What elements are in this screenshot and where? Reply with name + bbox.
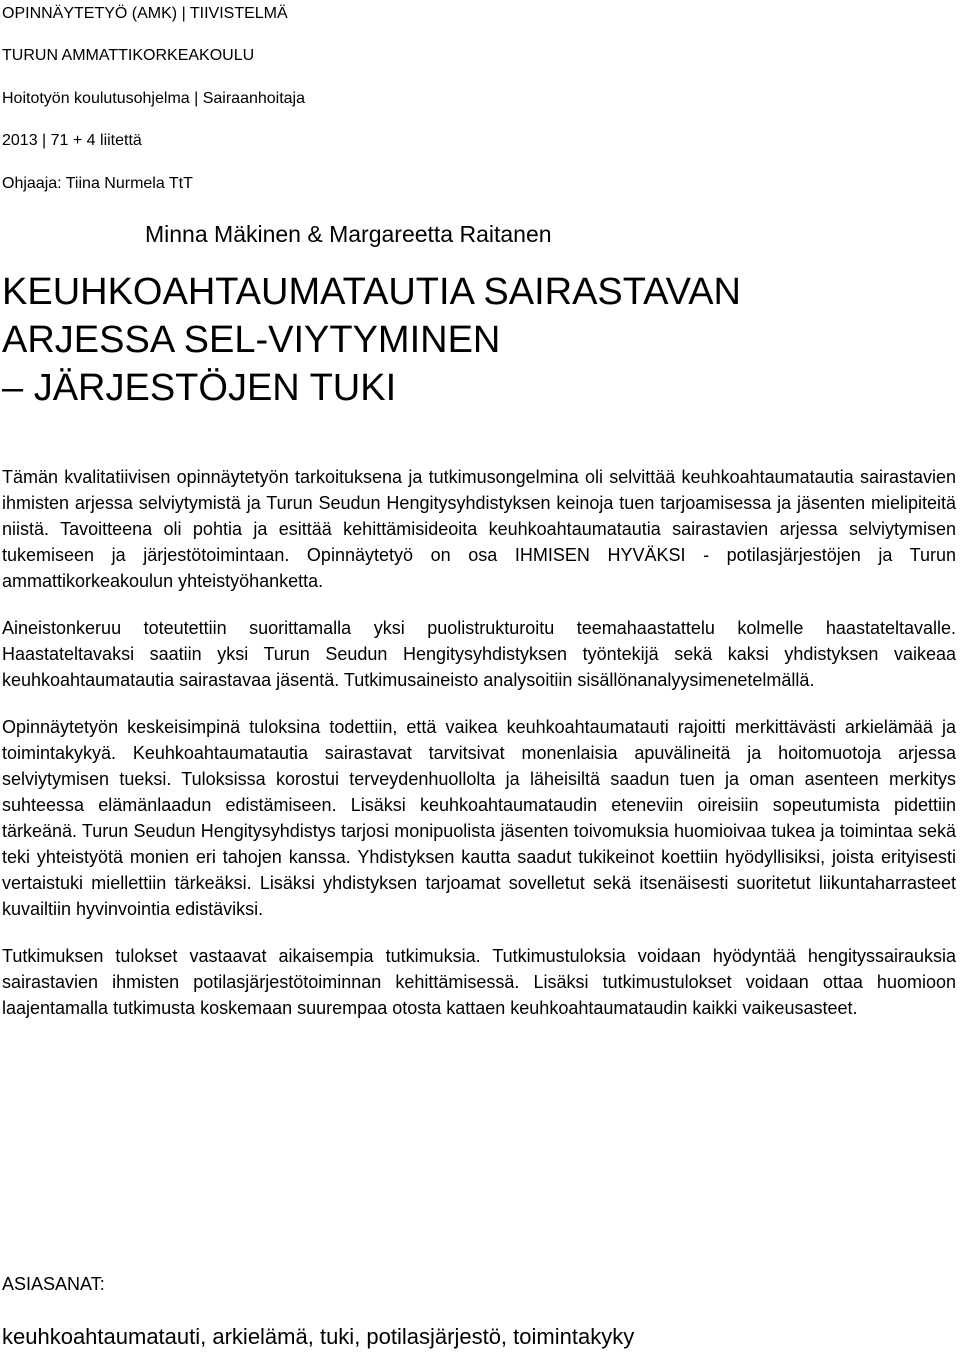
document-type: OPINNÄYTETYÖ (AMK) | TIIVISTELMÄ	[2, 5, 288, 22]
abstract-paragraph-2: Aineistonkeruu toteutettiin suorittamalla yksi puolistrukturoitu teemahaastattelu kolmelle haastateltavalle. Haastateltavaksi saatiin yksi Turun Seudun Hengitysyhdistyksen työntekijä sekä kaksi yhdistyksen vaikeaa keuhkoahtaumatautia sairastavaa jäsentä. Tutkimusaineisto analysoitiin sisällönanalyysimenetelmällä.	[2, 618, 956, 690]
abstract-paragraph-3: Opinnäytetyön keskeisimpinä tuloksina todettiin, että vaikea keuhkoahtaumatauti rajoitti merkittävästi arkielämää ja toimintakykyä. Keuhkoahtaumatautia sairastavat tarvitsivat monenlaisia apuvälineitä ja hoitomuotoja arjessa selviytymisen tueksi. Tuloksissa korostui terveydenhuollolta ja läheisiltä saadun tuen ja oman asenteen merkitys suhteessa elämänlaadun edistämiseen. Lisäksi keuhkoahtaumataudin eteneviin oireisiin sopeutumista pidettiin tärkeänä. Turun Seudun Hengitysyhdistys tarjosi monipuolista jäsenten toivomuksia huomioivaa tukea ja toimintaa sekä teki yhteistyötä monien eri tahojen kanssa. Yhdistyksen kautta saadut tukikeinot koettiin hyödyllisiksi, joista erityisesti vertaistuki miellettiin tärkeäksi. Lisäksi yhdistyksen tarjoamat sovelletut sekä itsenäisesti suoritetut liikuntaharrasteet kuvailtiin hyvinvointia edistäviksi.	[2, 717, 956, 919]
abstract-paragraph-1: Tämän kvalitatiivisen opinnäytetyön tarkoituksena ja tutkimusongelmina oli selvittää keuhkoahtaumatautia sairastavien ihmisten arjessa selviytymistä ja Turun Seudun Hengitysyhdistyksen keinoja tuen tarjoamisessa ja jäsenten mielipiteitä niistä. Tavoitteena oli pohtia ja esittää kehittämisideoita keuhkoahtaumatautia sairastavien arjessa selviytymisen tukemiseen ja järjestötoimintaan. Opinnäytetyö on osa IHMISEN HYVÄKSI - potilasjärjestöjen ja Turun ammattikorkeakoulun yhteistyöhanketta.	[2, 467, 956, 591]
title-line-3: – JÄRJESTÖJEN TUKI	[2, 367, 397, 409]
authors: Minna Mäkinen & Margareetta Raitanen	[145, 221, 552, 247]
year-and-pages: 2013 | 71 + 4 liitettä	[2, 132, 142, 149]
school-name: TURUN AMMATTIKORKEAKOULU	[2, 47, 255, 64]
keywords-label: ASIASANAT:	[2, 1274, 105, 1294]
abstract	[2, 464, 956, 1042]
thesis-title	[2, 268, 952, 412]
keywords: keuhkoahtaumatauti, arkielämä, tuki, potilasjärjestö, toimintakyky	[2, 1324, 635, 1349]
title-line-1: KEUHKOAHTAUMATAUTIA SAIRASTAVAN	[2, 271, 741, 313]
abstract-paragraph-4: Tutkimuksen tulokset vastaavat aikaisempia tutkimuksia. Tutkimustuloksia voidaan hyödyntää hengityssairauksia sairastavien ihmisten potilasjärjestötoiminnan kehittämisessä. Lisäksi tutkimustulokset voidaan ottaa huomioon laajentamalla tutkimusta koskemaan suurempaa otosta kattaen keuhkoahtaumataudin kaikki vaikeusasteet.	[2, 946, 956, 1018]
supervisor: Ohjaaja: Tiina Nurmela TtT	[2, 175, 193, 192]
degree-program: Hoitotyön koulutusohjelma | Sairaanhoitaja	[2, 90, 306, 107]
title-line-2: ARJESSA SEL-VIYTYMINEN	[2, 319, 501, 361]
